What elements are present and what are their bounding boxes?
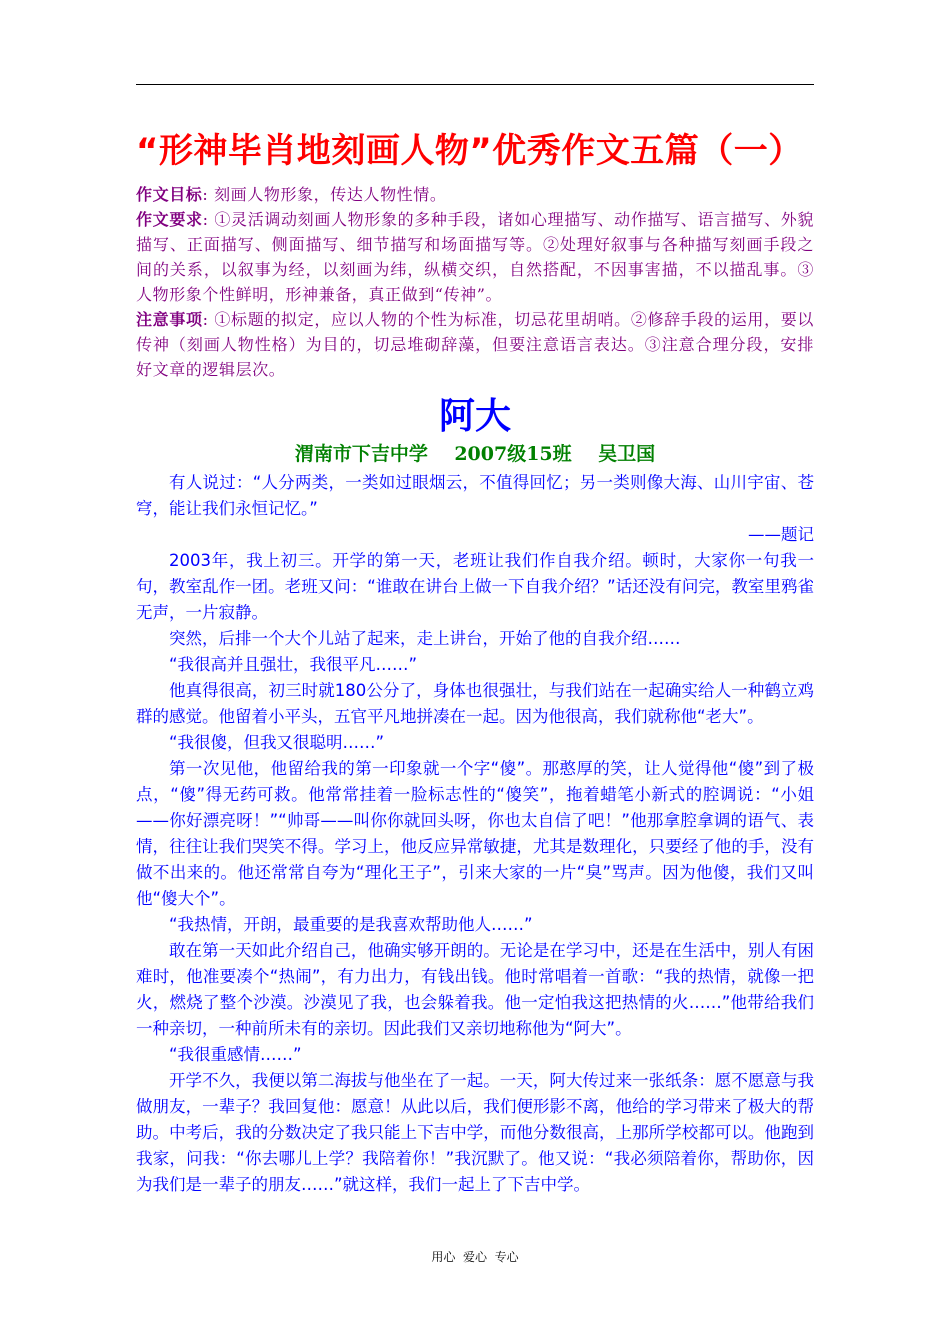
requirement-notes-text: : ①标题的拟定，应以人物的个性为标准，切忌花里胡哨。②修辞手段的运用，要以传神（刻画人物性格）为目的，切忌堆砌辞藻，但要注意语言表达。③注意合理分段，安排好文章的逻辑层次。	[136, 310, 814, 379]
essay-paragraph: “我热情，开朗，最重要的是我喜欢帮助他人……”	[169, 915, 533, 934]
requirement-demands	[136, 207, 814, 307]
essay-paragraph: 第一次见他，他留给我的第一印象就一个字“傻”。那憨厚的笑，让人觉得他“傻”到了极点，“傻”得无药可救。他常常挂着一脸标志性的“傻笑”，拖着蜡笔小新式的腔调说：“小姐——你好漂亮呀！”“帅哥——叫你你就回头呀，你也太自信了吧！”他那拿腔拿调的语气、表情，往往让我们哭笑不得。学习上，他反应异常敏捷，尤其是数理化，只要经了他的手，没有做不出来的。他还常常自夸为“理化王子”，引来大家的一片“臭”骂声。因为他傻，我们又叫他“傻大个”。	[136, 759, 814, 908]
page-title: “形神毕肖地刻画人物”优秀作文五篇（一）	[136, 131, 803, 171]
essay-paragraph: “我很傻，但我又很聪明……”	[169, 733, 385, 752]
essay-paragraph: 突然，后排一个大个儿站了起来，走上讲台，开始了他的自我介绍……	[169, 629, 681, 648]
requirement-notes-label: 注意事项	[136, 310, 203, 329]
essay-byline: 渭南市下吉中学 2007级15班 吴卫国	[294, 443, 656, 465]
requirement-goal	[136, 182, 814, 207]
requirement-demands-label: 作文要求	[136, 210, 203, 229]
requirement-demands-text: : ①灵活调动刻画人物形象的多种手段，诸如心理描写、动作描写、语言描写、外貌描写、正面描写、侧面描写、细节描写和场面描写等。②处理好叙事与各种描写刻画手段之间的关系，以叙事为经，以刻画为纬，纵横交织，自然搭配，不因事害描，不以描乱事。③人物形象个性鲜明，形神兼备，真正做到“传神”。	[136, 210, 814, 304]
header-rule	[136, 84, 814, 85]
requirement-goal-label: 作文目标	[136, 185, 203, 204]
essay-title: 阿大	[438, 396, 511, 437]
essay-epigraph: 有人说过：“人分两类，一类如过眼烟云，不值得回忆；另一类则像大海、山川宇宙、苍穹，能让我们永恒记忆。”	[136, 473, 814, 518]
essay-paragraph: “我很高并且强壮，我很平凡……”	[169, 655, 418, 674]
page-footer: 用心 爱心 专心	[431, 1250, 519, 1264]
requirement-goal-text: : 刻画人物形象，传达人物性情。	[202, 185, 447, 204]
essay-paragraph: 开学不久，我便以第二海拔与他坐在了一起。一天，阿大传过来一张纸条：愿不愿意与我做朋友，一辈子？我回复他：愿意！从此以后，我们便形影不离，他给的学习带来了极大的帮助。中考后，我的分数决定了我只能上下吉中学，而他分数很高，上那所学校都可以。他跑到我家，问我：“你去哪儿上学？我陪着你！”我沉默了。他又说：“我必须陪着你，帮助你，因为我们是一辈子的朋友……”就这样，我们一起上了下吉中学。	[136, 1071, 814, 1194]
essay-paragraph: 敢在第一天如此介绍自己，他确实够开朗的。无论是在学习中，还是在生活中，别人有困难时，他准要凑个“热闹”，有力出力，有钱出钱。他时常唱着一首歌：“我的热情，就像一把火，燃烧了整个沙漠。沙漠见了我，也会躲着我。他一定怕我这把热情的火……”他带给我们一种亲切，一种前所未有的亲切。因此我们又亲切地称他为“阿大”。	[136, 941, 814, 1038]
page-content	[136, 128, 814, 1198]
essay-paragraph: “我很重感情……”	[169, 1045, 302, 1064]
essay-paragraph: 2003年，我上初三。开学的第一天，老班让我们作自我介绍。顿时，大家你一句我一句，教室乱作一团。老班又问：“谁敢在讲台上做一下自我介绍？”话还没有问完，教室里鸦雀无声，一片寂静。	[136, 551, 814, 622]
essay-paragraph: 他真得很高，初三时就180公分了，身体也很强壮，与我们站在一起确实给人一种鹤立鸡群的感觉。他留着小平头，五官平凡地拼凑在一起。因为他很高，我们就称他“老大”。	[136, 681, 814, 726]
requirement-notes	[136, 307, 814, 382]
epigraph-source: ——题记	[748, 525, 814, 544]
